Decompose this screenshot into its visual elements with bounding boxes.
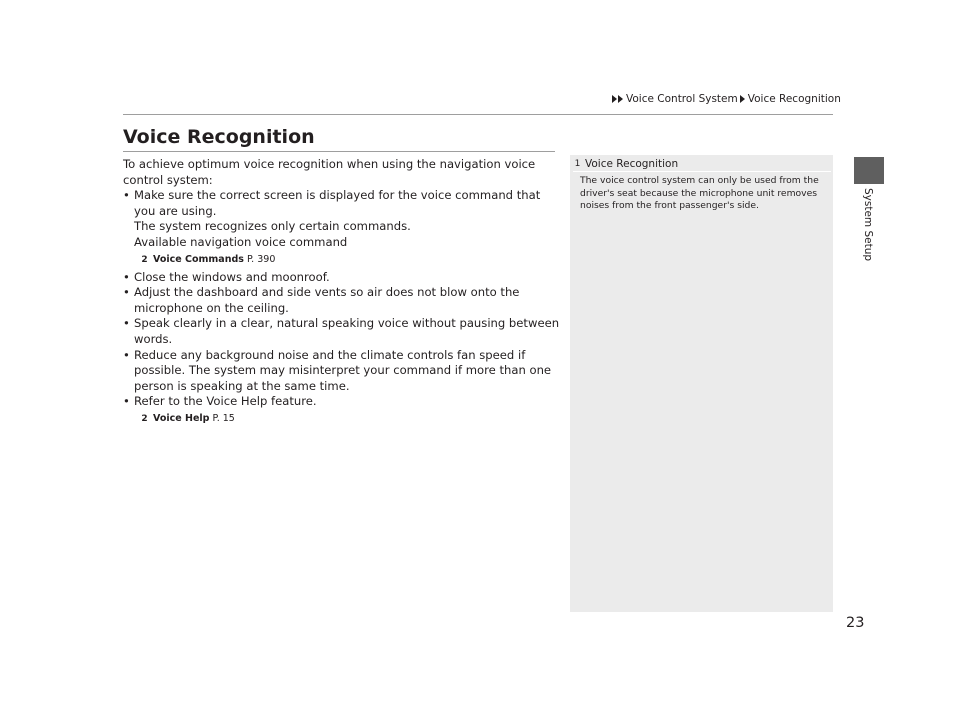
bullet-icon: • <box>123 347 130 362</box>
list-item <box>123 316 563 347</box>
cross-reference-page[interactable]: P. 390 <box>246 253 276 265</box>
section-tab-marker <box>854 157 884 184</box>
bullet-icon: • <box>123 269 130 284</box>
cross-reference-arrow-icon: 2 <box>141 413 148 424</box>
bullet-icon: • <box>123 394 130 409</box>
sidebar-body: The voice control system can only be used from the driver's seat because the microphone unit removes noises from the front passenger's side. <box>580 175 819 211</box>
section-tab-label: System Setup <box>862 188 874 262</box>
breadcrumb-triangle-icon <box>612 95 617 103</box>
list-item-text: Make sure the correct screen is displayed for the voice command that you are using. <box>134 188 541 218</box>
breadcrumb-item-voice-control-system[interactable]: Voice Control System <box>626 93 738 105</box>
list-item <box>123 285 563 316</box>
list-item-text: Close the windows and moonroof. <box>134 269 330 284</box>
cross-reference-voice-commands[interactable] <box>140 253 563 267</box>
list-item <box>123 188 563 266</box>
list-item <box>123 394 563 426</box>
breadcrumb-triangle-icon <box>618 95 623 103</box>
breadcrumb-separator-icon <box>740 95 745 103</box>
intro-paragraph: To achieve optimum voice recognition when using the navigation voice control system: <box>123 157 536 187</box>
bullet-list <box>123 188 563 426</box>
list-item-subtext: The system recognizes only certain commands. <box>134 219 411 234</box>
bullet-icon: • <box>123 188 130 203</box>
main-content <box>123 157 563 429</box>
bullet-icon: • <box>123 285 130 300</box>
sidebar-divider <box>573 171 831 172</box>
page-number: 23 <box>846 615 865 631</box>
cross-reference-page[interactable]: P. 15 <box>212 412 235 424</box>
cross-reference-arrow-icon: 2 <box>141 254 148 265</box>
breadcrumb <box>612 93 841 105</box>
note-number-icon: 1 <box>574 158 581 169</box>
breadcrumb-item-voice-recognition[interactable]: Voice Recognition <box>747 93 841 105</box>
cross-reference-title[interactable]: Voice Commands <box>153 253 244 265</box>
list-item-text: Adjust the dashboard and side vents so air does not blow onto the microphone on the ceiling. <box>134 285 520 315</box>
cross-reference-title[interactable]: Voice Help <box>153 412 210 424</box>
bullet-icon: • <box>123 316 130 331</box>
list-item <box>123 348 563 395</box>
list-item-subtext: Available navigation voice command <box>134 234 348 249</box>
page-title: Voice Recognition <box>123 126 315 148</box>
title-divider <box>123 151 555 152</box>
sidebar-heading <box>573 156 831 171</box>
list-item <box>123 270 563 286</box>
list-item-text: Refer to the Voice Help feature. <box>134 394 317 409</box>
cross-reference-voice-help[interactable] <box>140 412 563 426</box>
list-item-text: Reduce any background noise and the climate controls fan speed if possible. The system may misinterpret your command if more than one person is speaking at the same time. <box>134 347 552 393</box>
header-divider <box>123 114 833 115</box>
sidebar-note <box>570 155 833 612</box>
list-item-text: Speak clearly in a clear, natural speaking voice without pausing between words. <box>134 316 560 346</box>
sidebar-heading-text: Voice Recognition <box>585 157 679 170</box>
